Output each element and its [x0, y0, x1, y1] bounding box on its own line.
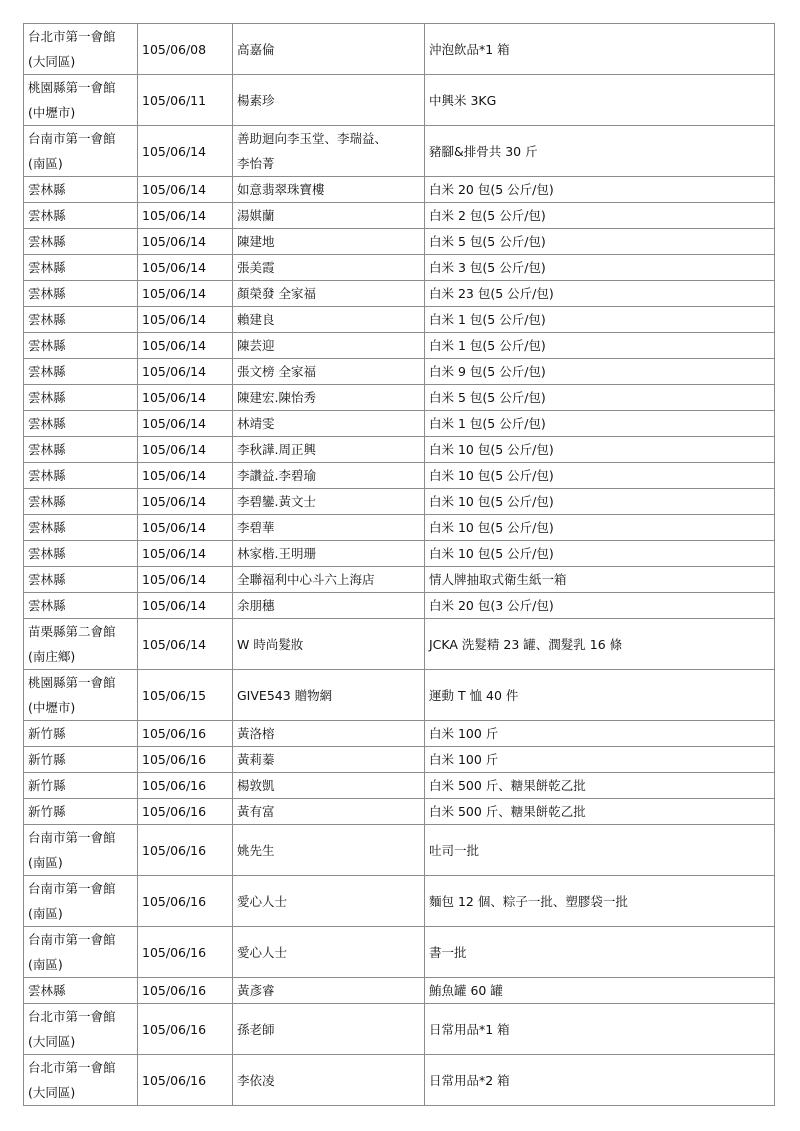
unit-cell — [24, 773, 138, 799]
unit-cell-line: 雲林縣 — [28, 208, 66, 223]
donor-cell-line: 黃莉蓁 — [237, 752, 275, 767]
donor-cell — [233, 229, 425, 255]
unit-cell-line: 雲林縣 — [28, 416, 66, 431]
unit-cell-line: (南區) — [28, 855, 63, 870]
item-cell: 鮪魚罐 60 罐 — [425, 978, 775, 1004]
donor-cell — [233, 75, 425, 126]
date-cell: 105/06/14 — [138, 281, 233, 307]
date-cell: 105/06/14 — [138, 229, 233, 255]
date-cell: 105/06/16 — [138, 773, 233, 799]
unit-cell — [24, 593, 138, 619]
unit-cell-line: 雲林縣 — [28, 390, 66, 405]
date-cell: 105/06/16 — [138, 927, 233, 978]
table-row — [24, 75, 775, 126]
date-cell: 105/06/16 — [138, 825, 233, 876]
unit-cell — [24, 1055, 138, 1106]
unit-cell — [24, 307, 138, 333]
unit-cell — [24, 825, 138, 876]
unit-cell — [24, 203, 138, 229]
date-cell: 105/06/14 — [138, 593, 233, 619]
table-row — [24, 333, 775, 359]
item-cell: 運動 T 恤 40 件 — [425, 670, 775, 721]
unit-cell-line: 新竹縣 — [28, 752, 66, 767]
unit-cell-line: 雲林縣 — [28, 312, 66, 327]
item-cell: 白米 2 包(5 公斤/包) — [425, 203, 775, 229]
item-cell: 白米 20 包(3 公斤/包) — [425, 593, 775, 619]
table-row — [24, 463, 775, 489]
unit-cell-line: 雲林縣 — [28, 983, 66, 998]
unit-cell — [24, 385, 138, 411]
item-cell: 白米 1 包(5 公斤/包) — [425, 307, 775, 333]
table-row — [24, 281, 775, 307]
donor-cell — [233, 307, 425, 333]
item-cell: 白米 10 包(5 公斤/包) — [425, 515, 775, 541]
table-row — [24, 1055, 775, 1106]
table-row — [24, 411, 775, 437]
unit-cell — [24, 1004, 138, 1055]
item-cell: JCKA 洗髮精 23 罐、潤髮乳 16 條 — [425, 619, 775, 670]
unit-cell — [24, 437, 138, 463]
table-row — [24, 773, 775, 799]
unit-cell — [24, 229, 138, 255]
unit-cell-line: 台北市第一會館 — [28, 1009, 116, 1024]
table-row — [24, 799, 775, 825]
table-row — [24, 177, 775, 203]
unit-cell — [24, 670, 138, 721]
item-cell: 沖泡飲品*1 箱 — [425, 24, 775, 75]
unit-cell — [24, 463, 138, 489]
donor-cell-line: 愛心人士 — [237, 893, 288, 909]
item-cell: 白米 1 包(5 公斤/包) — [425, 333, 775, 359]
donor-cell — [233, 876, 425, 927]
donor-cell — [233, 411, 425, 437]
donor-cell-line: 李讚益.李碧瑜 — [237, 468, 316, 483]
table-row — [24, 126, 775, 177]
donor-cell-line: 楊敦凱 — [237, 778, 275, 793]
item-cell: 豬腳&排骨共 30 斤 — [425, 126, 775, 177]
table-row — [24, 747, 775, 773]
date-cell: 105/06/16 — [138, 876, 233, 927]
item-cell: 中興米 3KG — [425, 75, 775, 126]
date-cell: 105/06/14 — [138, 515, 233, 541]
date-cell: 105/06/16 — [138, 799, 233, 825]
unit-cell — [24, 799, 138, 825]
item-cell: 白米 10 包(5 公斤/包) — [425, 541, 775, 567]
table-row — [24, 927, 775, 978]
donor-cell-line: 黃洛榕 — [237, 726, 275, 741]
unit-cell-line: 新竹縣 — [28, 778, 66, 793]
date-cell: 105/06/14 — [138, 333, 233, 359]
unit-cell-line: 苗栗縣第二會館 — [28, 624, 116, 639]
unit-cell — [24, 24, 138, 75]
unit-cell — [24, 333, 138, 359]
table-row — [24, 593, 775, 619]
donor-cell-line: 愛心人士 — [237, 944, 288, 960]
table-row — [24, 876, 775, 927]
table-row — [24, 567, 775, 593]
donation-table — [23, 23, 775, 1106]
donor-cell-line: 張美霞 — [237, 260, 275, 275]
donor-cell-line: 高嘉倫 — [237, 41, 275, 57]
table-row — [24, 437, 775, 463]
donor-cell — [233, 593, 425, 619]
donor-cell-line: 李依凌 — [237, 1072, 275, 1088]
table-row — [24, 825, 775, 876]
table-row — [24, 1004, 775, 1055]
item-cell: 白米 100 斤 — [425, 747, 775, 773]
item-cell: 日常用品*2 箱 — [425, 1055, 775, 1106]
donor-cell — [233, 489, 425, 515]
donor-cell-line: 余朋穗 — [237, 598, 275, 613]
unit-cell-line: (大同區) — [28, 1085, 76, 1100]
unit-cell-line: 台南市第一會館 — [28, 881, 116, 896]
table-row — [24, 978, 775, 1004]
table-row — [24, 229, 775, 255]
donor-cell — [233, 619, 425, 670]
item-cell: 白米 23 包(5 公斤/包) — [425, 281, 775, 307]
donor-cell — [233, 747, 425, 773]
unit-cell-line: 台北市第一會館 — [28, 1060, 116, 1075]
donor-cell-line: 黃彥睿 — [237, 983, 275, 998]
unit-cell-line: 雲林縣 — [28, 364, 66, 379]
unit-cell-line: (南區) — [28, 957, 63, 972]
table-row — [24, 541, 775, 567]
date-cell: 105/06/14 — [138, 177, 233, 203]
donor-cell-line: 李碧華 — [237, 520, 275, 535]
date-cell: 105/06/14 — [138, 411, 233, 437]
donor-cell-line: GIVE543 贈物網 — [237, 687, 333, 703]
item-cell: 白米 5 包(5 公斤/包) — [425, 229, 775, 255]
item-cell: 白米 100 斤 — [425, 721, 775, 747]
table-row — [24, 255, 775, 281]
unit-cell — [24, 255, 138, 281]
table-row — [24, 359, 775, 385]
donor-cell — [233, 281, 425, 307]
unit-cell — [24, 927, 138, 978]
unit-cell-line: 雲林縣 — [28, 598, 66, 613]
donor-cell-line: 楊素珍 — [237, 92, 275, 108]
donor-cell-line: 姚先生 — [237, 842, 275, 858]
item-cell: 白米 20 包(5 公斤/包) — [425, 177, 775, 203]
unit-cell-line: 台北市第一會館 — [28, 29, 116, 44]
unit-cell-line: 桃園縣第一會館 — [28, 675, 116, 690]
unit-cell-line: 雲林縣 — [28, 260, 66, 275]
item-cell: 白米 500 斤、糖果餅乾乙批 — [425, 773, 775, 799]
donor-cell — [233, 463, 425, 489]
donor-cell-line: 李碧鑾.黃文士 — [237, 494, 316, 509]
unit-cell-line: 雲林縣 — [28, 546, 66, 561]
unit-cell — [24, 177, 138, 203]
donor-cell — [233, 333, 425, 359]
unit-cell — [24, 541, 138, 567]
item-cell: 吐司一批 — [425, 825, 775, 876]
donor-cell — [233, 126, 425, 177]
date-cell: 105/06/14 — [138, 203, 233, 229]
date-cell: 105/06/15 — [138, 670, 233, 721]
unit-cell-line: 新竹縣 — [28, 804, 66, 819]
donor-cell-line: 林家楷.王明珊 — [237, 546, 316, 561]
table-row — [24, 307, 775, 333]
donor-cell — [233, 255, 425, 281]
unit-cell-line: (大同區) — [28, 1034, 76, 1049]
unit-cell-line: 雲林縣 — [28, 572, 66, 587]
donor-cell — [233, 773, 425, 799]
unit-cell-line: (南區) — [28, 156, 63, 171]
donor-cell-line: 全聯福利中心斗六上海店 — [237, 572, 375, 587]
donor-cell-line: 孫老師 — [237, 1021, 275, 1037]
unit-cell-line: 雲林縣 — [28, 520, 66, 535]
unit-cell — [24, 978, 138, 1004]
unit-cell — [24, 747, 138, 773]
donor-cell — [233, 1055, 425, 1106]
unit-cell-line: (中壢市) — [28, 105, 76, 120]
donor-cell-line: 李怡菁 — [237, 156, 275, 171]
unit-cell-line: 台南市第一會館 — [28, 131, 116, 146]
donor-cell — [233, 1004, 425, 1055]
unit-cell-line: 雲林縣 — [28, 182, 66, 197]
donor-cell-line: 賴建良 — [237, 312, 275, 327]
unit-cell-line: 雲林縣 — [28, 234, 66, 249]
donor-cell — [233, 799, 425, 825]
date-cell: 105/06/14 — [138, 567, 233, 593]
donor-cell-line: 陳建宏.陳怡秀 — [237, 390, 316, 405]
table-row — [24, 489, 775, 515]
donor-cell-line: 李秋譁.周正興 — [237, 442, 316, 457]
unit-cell-line: (南庄鄉) — [28, 649, 76, 664]
donor-cell — [233, 24, 425, 75]
donor-cell — [233, 541, 425, 567]
donor-cell — [233, 515, 425, 541]
unit-cell-line: 台南市第一會館 — [28, 830, 116, 845]
date-cell: 105/06/14 — [138, 385, 233, 411]
date-cell: 105/06/14 — [138, 489, 233, 515]
unit-cell-line: (大同區) — [28, 54, 76, 69]
unit-cell — [24, 721, 138, 747]
unit-cell — [24, 489, 138, 515]
unit-cell — [24, 411, 138, 437]
unit-cell-line: 桃園縣第一會館 — [28, 80, 116, 95]
unit-cell — [24, 281, 138, 307]
date-cell: 105/06/14 — [138, 541, 233, 567]
item-cell: 白米 10 包(5 公斤/包) — [425, 463, 775, 489]
table-row — [24, 619, 775, 670]
item-cell: 白米 1 包(5 公斤/包) — [425, 411, 775, 437]
donor-cell-line: 顏榮發 全家福 — [237, 286, 316, 301]
date-cell: 105/06/16 — [138, 747, 233, 773]
unit-cell-line: 新竹縣 — [28, 726, 66, 741]
item-cell: 白米 10 包(5 公斤/包) — [425, 489, 775, 515]
item-cell: 書一批 — [425, 927, 775, 978]
date-cell: 105/06/14 — [138, 359, 233, 385]
date-cell: 105/06/14 — [138, 126, 233, 177]
donor-cell — [233, 670, 425, 721]
item-cell: 白米 9 包(5 公斤/包) — [425, 359, 775, 385]
donor-cell-line: 湯娸蘭 — [237, 208, 275, 223]
unit-cell-line: (中壢市) — [28, 700, 76, 715]
donor-cell — [233, 437, 425, 463]
item-cell: 白米 500 斤、糖果餅乾乙批 — [425, 799, 775, 825]
unit-cell-line: 雲林縣 — [28, 338, 66, 353]
table-row — [24, 24, 775, 75]
unit-cell — [24, 75, 138, 126]
unit-cell — [24, 515, 138, 541]
donor-cell — [233, 721, 425, 747]
unit-cell-line: 雲林縣 — [28, 468, 66, 483]
donor-cell — [233, 203, 425, 229]
donor-cell — [233, 825, 425, 876]
date-cell: 105/06/14 — [138, 307, 233, 333]
donor-cell-line: W 時尚髮妝 — [237, 636, 304, 652]
unit-cell-line: 雲林縣 — [28, 286, 66, 301]
table-row — [24, 515, 775, 541]
donor-cell — [233, 927, 425, 978]
donor-cell-line: 如意翡翠珠寶樓 — [237, 182, 325, 197]
donation-table-body — [24, 24, 775, 1106]
item-cell: 白米 5 包(5 公斤/包) — [425, 385, 775, 411]
table-row — [24, 721, 775, 747]
date-cell: 105/06/16 — [138, 1055, 233, 1106]
unit-cell — [24, 359, 138, 385]
item-cell: 白米 10 包(5 公斤/包) — [425, 437, 775, 463]
date-cell: 105/06/14 — [138, 255, 233, 281]
unit-cell — [24, 619, 138, 670]
donor-cell — [233, 978, 425, 1004]
donor-cell-line: 陳芸迎 — [237, 338, 275, 353]
date-cell: 105/06/14 — [138, 437, 233, 463]
table-row — [24, 670, 775, 721]
item-cell: 日常用品*1 箱 — [425, 1004, 775, 1055]
donor-cell — [233, 177, 425, 203]
unit-cell — [24, 876, 138, 927]
table-row — [24, 203, 775, 229]
donor-cell-line: 黃有富 — [237, 804, 275, 819]
donor-cell-line: 陳建地 — [237, 234, 275, 249]
unit-cell — [24, 126, 138, 177]
unit-cell-line: 雲林縣 — [28, 442, 66, 457]
unit-cell-line: 雲林縣 — [28, 494, 66, 509]
unit-cell-line: 台南市第一會館 — [28, 932, 116, 947]
date-cell: 105/06/16 — [138, 1004, 233, 1055]
donor-cell — [233, 385, 425, 411]
unit-cell — [24, 567, 138, 593]
donor-cell — [233, 567, 425, 593]
date-cell: 105/06/14 — [138, 463, 233, 489]
donor-cell-line: 林靖雯 — [237, 416, 275, 431]
item-cell: 情人牌抽取式衛生紙一箱 — [425, 567, 775, 593]
table-row — [24, 385, 775, 411]
item-cell: 白米 3 包(5 公斤/包) — [425, 255, 775, 281]
date-cell: 105/06/16 — [138, 721, 233, 747]
item-cell: 麵包 12 個、粽子一批、塑膠袋一批 — [425, 876, 775, 927]
date-cell: 105/06/16 — [138, 978, 233, 1004]
donor-cell-line: 善助迴向李玉堂、李瑞益、 — [237, 131, 388, 146]
unit-cell-line: (南區) — [28, 906, 63, 921]
date-cell: 105/06/08 — [138, 24, 233, 75]
date-cell: 105/06/14 — [138, 619, 233, 670]
date-cell: 105/06/11 — [138, 75, 233, 126]
donor-cell — [233, 359, 425, 385]
donor-cell-line: 張文榜 全家福 — [237, 364, 316, 379]
